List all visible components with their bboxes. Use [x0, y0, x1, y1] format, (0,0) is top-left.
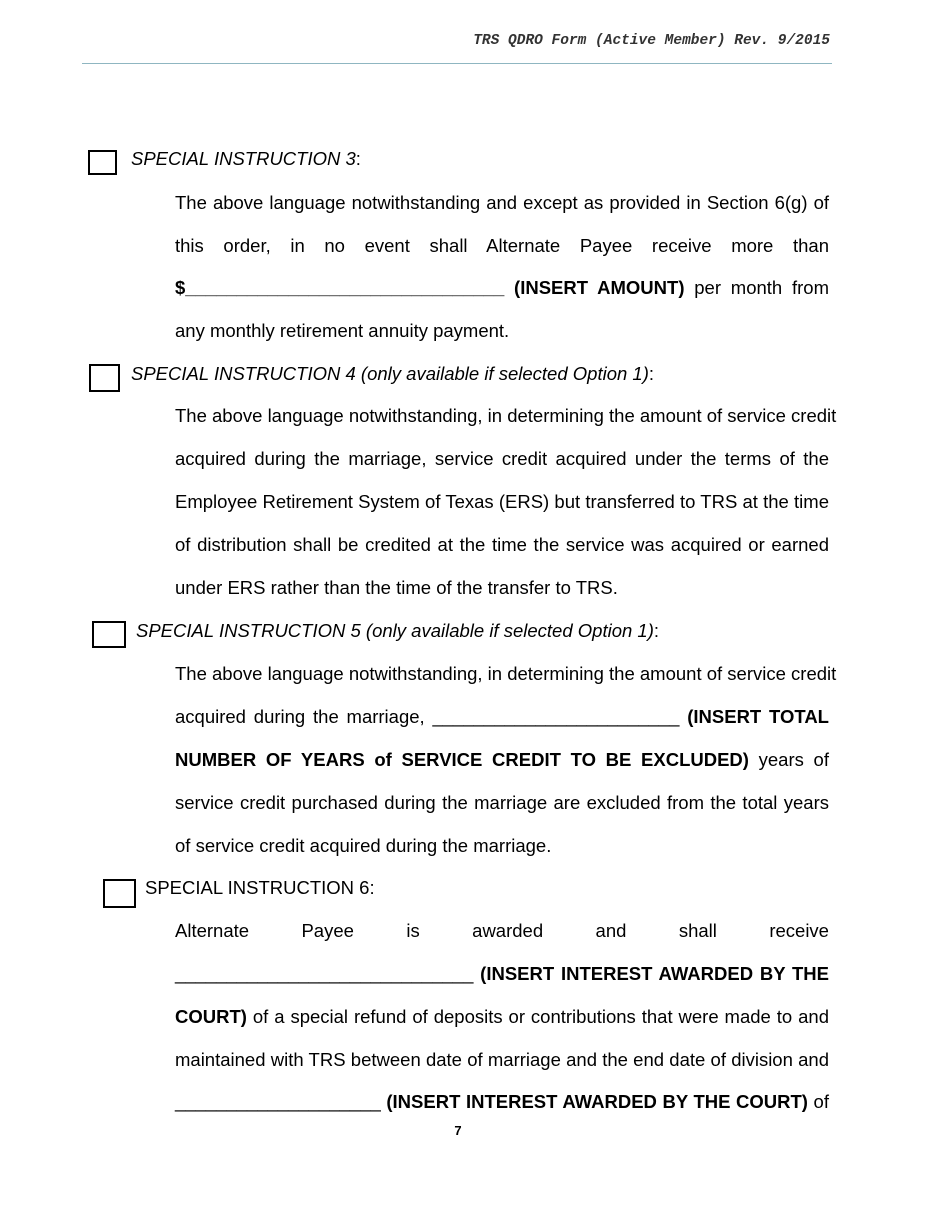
body-line: The above language notwithstanding and except as provided in Section 6(g) of [175, 192, 829, 213]
special-instruction-4-checkbox[interactable] [89, 364, 120, 392]
interest-line-2 [175, 1091, 829, 1113]
body-line: The above language notwithstanding, in determining the amount of service credit [175, 405, 837, 426]
body-line: under ERS rather than the time of the transfer to TRS. [175, 577, 618, 598]
body-text: years of [748, 749, 829, 770]
body-line: of distribution shall be credited at the time the service was acquired or earned [175, 534, 829, 555]
special-instruction-6-heading: SPECIAL INSTRUCTION 6: [145, 877, 375, 898]
special-instruction-3-title: SPECIAL INSTRUCTION 3 [131, 148, 356, 169]
insert-interest-label-cont: COURT) [175, 1006, 247, 1027]
amount-blank[interactable]: $_______________________________ [175, 277, 505, 298]
body-line [175, 1006, 829, 1028]
interest-blank-1[interactable]: _____________________________ [175, 963, 474, 984]
body-word: awarded [472, 920, 544, 941]
heading-colon: : [648, 363, 655, 384]
special-instruction-3-heading [131, 148, 361, 170]
body-word: is [406, 920, 420, 941]
special-instruction-5-heading [136, 620, 659, 642]
body-text: of a special refund of deposits or contributions that were made to and [246, 1006, 829, 1027]
heading-colon: : [355, 148, 361, 169]
body-word: shall [678, 920, 717, 941]
special-instruction-4-title: SPECIAL INSTRUCTION 4 (only available if selected Option 1) [131, 363, 649, 384]
body-line: acquired during the marriage, service credit acquired under the terms of the [175, 448, 829, 469]
insert-total-label-cont: NUMBER OF YEARS of SERVICE CREDIT TO BE EXCLUDED) [175, 749, 749, 770]
amount-line [175, 277, 829, 299]
body-word: receive [769, 920, 829, 941]
body-text: per month from [684, 277, 829, 298]
insert-interest-label-2: (INSERT INTEREST AWARDED BY THE COURT) [380, 1091, 808, 1112]
body-line: of service credit acquired during the marriage. [175, 835, 552, 856]
body-line [175, 920, 829, 942]
header-title: TRS QDRO Form (Active Member) Rev. 9/2015 [473, 33, 830, 49]
years-line [175, 706, 829, 728]
page-number: 7 [454, 1123, 462, 1138]
body-line: maintained with TRS between date of marriage and the end date of division and [175, 1049, 829, 1070]
body-word: Payee [301, 920, 354, 941]
special-instruction-5-title: SPECIAL INSTRUCTION 5 (only available if selected Option 1) [136, 620, 654, 641]
header-divider [82, 63, 832, 64]
body-text: of [807, 1091, 829, 1112]
body-line [175, 749, 829, 771]
body-line: service credit purchased during the marriage are excluded from the total years [175, 792, 829, 813]
body-line: this order, in no event shall Alternate Payee receive more than [175, 235, 829, 256]
insert-amount-label: (INSERT AMOUNT) [504, 277, 685, 298]
body-line: Employee Retirement System of Texas (ERS) but transferred to TRS at the time [175, 491, 829, 512]
special-instruction-5-checkbox[interactable] [92, 621, 126, 648]
years-blank[interactable]: acquired during the marriage, ________________________ [175, 706, 680, 727]
interest-line [175, 963, 829, 985]
special-instruction-6-checkbox[interactable] [103, 879, 136, 908]
body-word: Alternate [175, 920, 250, 941]
body-line: The above language notwithstanding, in determining the amount of service credit [175, 663, 837, 684]
body-word: and [595, 920, 627, 941]
special-instruction-3-checkbox[interactable] [88, 150, 117, 175]
insert-interest-label: (INSERT INTEREST AWARDED BY THE [473, 963, 829, 984]
heading-colon: : [653, 620, 660, 641]
special-instruction-4-heading [131, 363, 654, 385]
body-line: any monthly retirement annuity payment. [175, 320, 510, 341]
insert-total-label: (INSERT TOTAL [679, 706, 829, 727]
interest-blank-2[interactable]: ____________________ [175, 1091, 381, 1112]
